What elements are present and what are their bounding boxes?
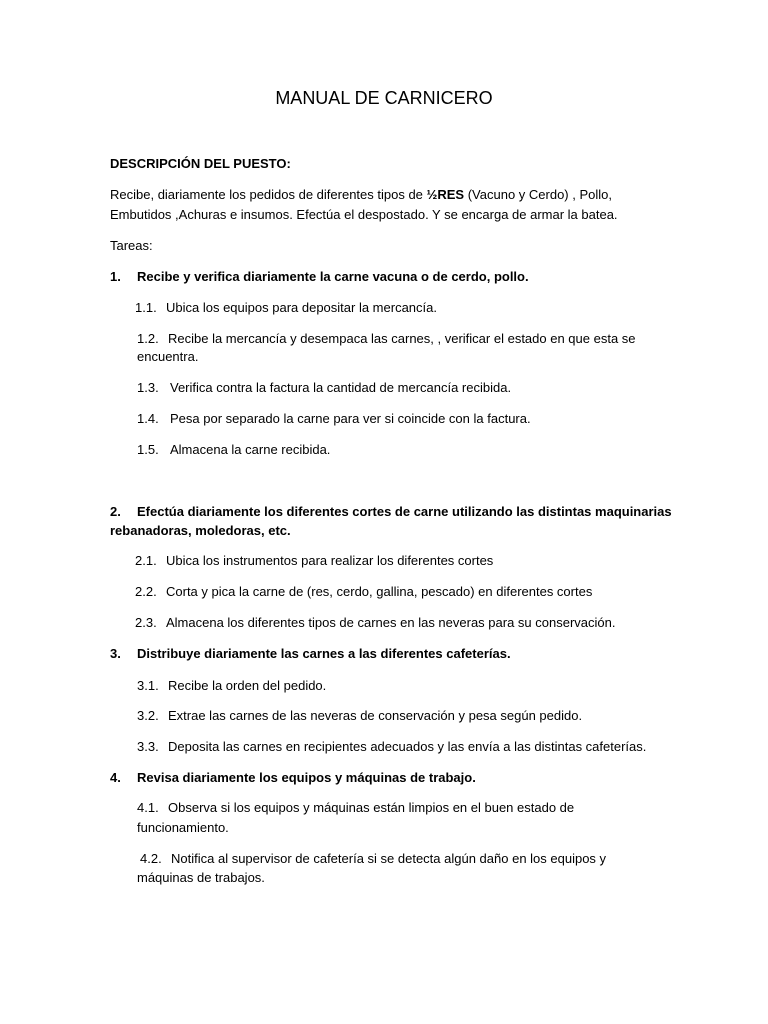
subtask-3-1 (137, 676, 326, 696)
subtask-2-1 (135, 551, 493, 571)
tasks-label: Tareas: (110, 238, 153, 253)
description-text: (Vacuno y Cerdo) , Pollo, (464, 187, 612, 202)
subtask-text: Almacena la carne recibida. (170, 442, 331, 457)
subtask-text: Almacena los diferentes tipos de carnes en las neveras para su conservación. (166, 615, 616, 630)
subtask-text: Ubica los instrumentos para realizar los diferentes cortes (166, 553, 494, 568)
subtask-text: Corta y pica la carne de (res, cerdo, gallina, pescado) en diferentes cortes (166, 584, 593, 599)
subtask-2-2 (135, 582, 592, 602)
task-text: Distribuye diariamente las carnes a las diferentes cafeterías. (137, 646, 511, 661)
task-number: 4. (110, 770, 121, 785)
subtask-3-3 (137, 737, 646, 757)
document-title: MANUAL DE CARNICERO (275, 88, 493, 108)
subtask-number: 1.1. (135, 300, 157, 315)
subtask-text: Recibe la orden del pedido. (168, 678, 327, 693)
subtask-text: Notifica al supervisor de cafetería si se detecta algún daño en los equipos y (171, 851, 607, 866)
subtask-2-3 (135, 613, 615, 633)
description-bold: ½RES (426, 187, 465, 202)
task-2 (110, 502, 672, 522)
section-heading: DESCRIPCIÓN DEL PUESTO: (110, 156, 291, 171)
subtask-4-1 (137, 798, 574, 818)
description-text: Recibe, diariamente los pedidos de diferentes tipos de (110, 187, 427, 202)
task-text: Recibe y verifica diariamente la carne vacuna o de cerdo, pollo. (137, 269, 529, 284)
subtask-number: 1.4. (137, 411, 159, 426)
subtask-text: Verifica contra la factura la cantidad de mercancía recibida. (170, 380, 512, 395)
subtask-text: Ubica los equipos para depositar la mercancía. (166, 300, 437, 315)
subtask-number: 4.2. (140, 851, 162, 866)
task-text: Revisa diariamente los equipos y máquinas de trabajo. (137, 770, 476, 785)
description-line-2: Embutidos ,Achuras e insumos. Efectúa el despostado. Y se encarga de armar la batea. (110, 207, 618, 222)
subtask-text: Observa si los equipos y máquinas están limpios en el buen estado de (168, 800, 575, 815)
task-text: Efectúa diariamente los diferentes cortes de carne utilizando las distintas maquinarias (137, 504, 672, 519)
subtask-number: 3.3. (137, 739, 159, 754)
subtask-4-2-line-2: máquinas de trabajos. (137, 870, 265, 885)
subtask-number: 2.2. (135, 584, 157, 599)
subtask-number: 1.5. (137, 442, 159, 457)
subtask-text: Pesa por separado la carne para ver si coincide con la factura. (170, 411, 531, 426)
task-1 (110, 267, 529, 287)
subtask-1-2 (137, 329, 636, 349)
task-number: 3. (110, 646, 121, 661)
task-number: 1. (110, 269, 121, 284)
subtask-number: 2.1. (135, 553, 157, 568)
subtask-number: 2.3. (135, 615, 157, 630)
subtask-1-5 (137, 440, 330, 460)
subtask-text: Recibe la mercancía y desempaca las carnes, , verificar el estado en que esta se (168, 331, 636, 346)
subtask-text: Deposita las carnes en recipientes adecuados y las envía a las distintas cafeterías. (168, 739, 647, 754)
subtask-number: 3.1. (137, 678, 159, 693)
subtask-number: 1.3. (137, 380, 159, 395)
subtask-4-2 (140, 849, 606, 869)
subtask-4-1-line-2: funcionamiento. (137, 820, 229, 835)
description-line-1 (110, 185, 612, 205)
subtask-number: 1.2. (137, 331, 159, 346)
subtask-number: 4.1. (137, 800, 159, 815)
task-number: 2. (110, 504, 121, 519)
subtask-1-4 (137, 409, 531, 429)
task-4 (110, 768, 476, 788)
subtask-3-2 (137, 706, 582, 726)
subtask-number: 3.2. (137, 708, 159, 723)
subtask-1-2-line-2: encuentra. (137, 349, 199, 364)
subtask-text: Extrae las carnes de las neveras de conservación y pesa según pedido. (168, 708, 583, 723)
subtask-1-3 (137, 378, 511, 398)
task-2-line-2: rebanadoras, moledoras, etc. (110, 523, 291, 538)
task-3 (110, 644, 511, 664)
subtask-1-1 (135, 298, 437, 318)
